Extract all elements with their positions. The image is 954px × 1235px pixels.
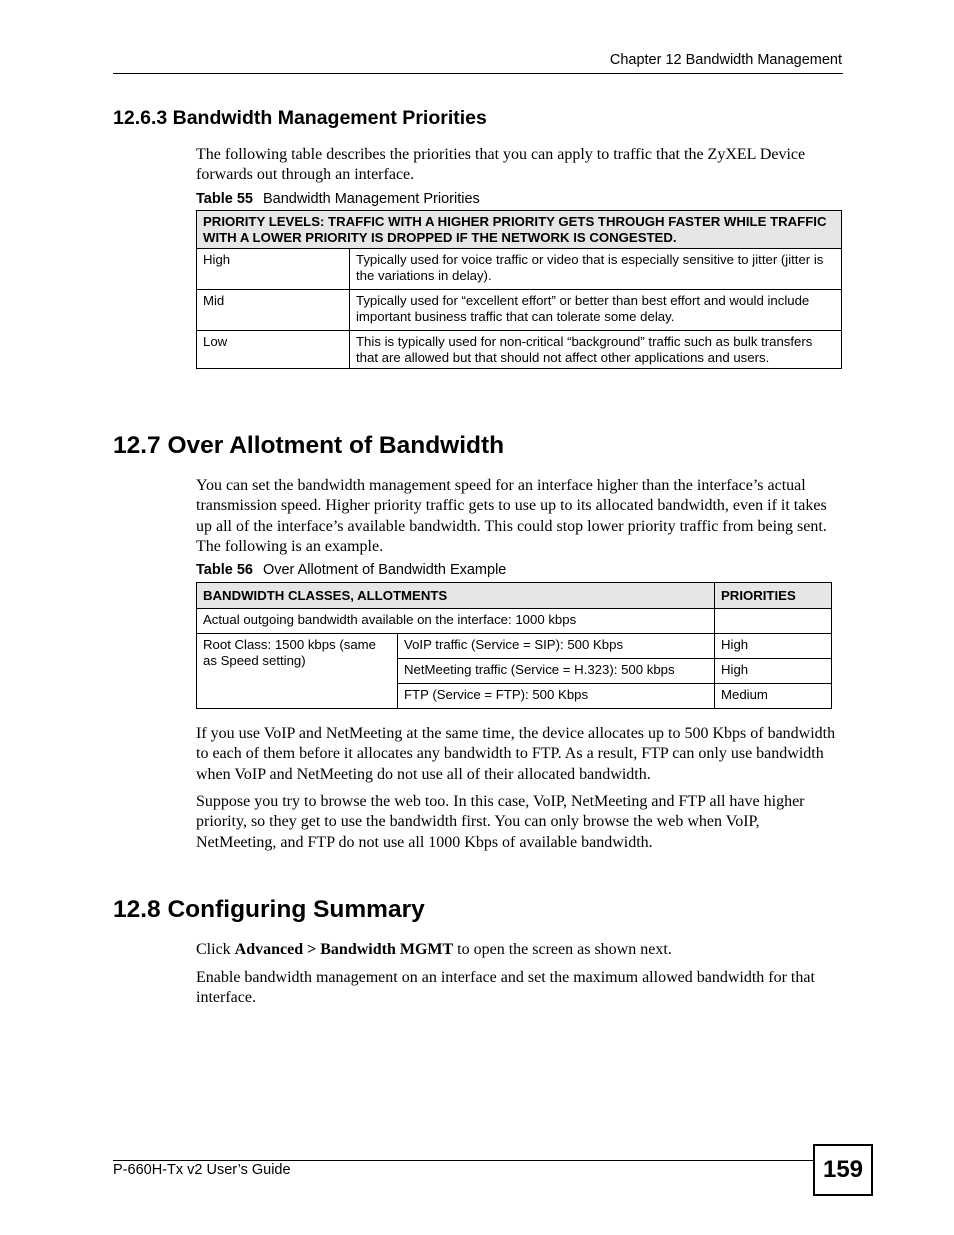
table-55-header: PRIORITY LEVELS: TRAFFIC WITH A HIGHER PRIORITY GETS THROUGH FASTER WHILE TRAFFIC WITH A LOWER PRIORITY IS DROPPED IF THE NETWORK IS CONGESTED. <box>197 211 842 249</box>
traffic-allotment-cell: NetMeeting traffic (Service = H.323): 500 kbps <box>398 659 715 684</box>
table-56-title: Over Allotment of Bandwidth Example <box>262 562 507 578</box>
column-header-priorities: PRIORITIES <box>715 583 832 609</box>
table-row <box>197 609 832 634</box>
table-56-caption <box>196 562 506 578</box>
footer-guide-title: P-660H-Tx v2 User’s Guide <box>113 1162 291 1178</box>
table-55-caption <box>196 191 480 207</box>
heading-12-6-3: 12.6.3 Bandwidth Management Priorities <box>113 107 487 129</box>
voip-netmeeting-paragraph: If you use VoIP and NetMeeting at the same time, the device allocates up to 500 Kbps of bandwidth to each of them before it allocates any bandwidth to FTP. As a result, FTP can only use bandwidth when VoIP and NetMeeting do not use all of their allocated bandwidth. <box>196 725 836 783</box>
click-prefix: Click <box>196 941 235 958</box>
footer-rule <box>113 1160 813 1161</box>
priority-level-cell: High <box>197 249 350 290</box>
table-row <box>197 331 842 369</box>
heading-12-7: 12.7 Over Allotment of Bandwidth <box>113 432 505 459</box>
menu-path: Advanced > Bandwidth MGMT <box>234 941 454 958</box>
priority-description-cell: Typically used for “excellent effort” or better than best effort and would include important business traffic that can tolerate some delay. <box>350 290 842 331</box>
web-browsing-paragraph: Suppose you try to browse the web too. In this case, VoIP, NetMeeting and FTP all have higher priority, so they get to use the bandwidth first. You can only browse the web when VoIP, NetMeeting, and FTP do not use all 1000 Kbps of available bandwidth. <box>196 793 805 851</box>
heading-12-8: 12.8 Configuring Summary <box>113 896 425 923</box>
intro-paragraph-12-7: You can set the bandwidth management speed for an interface higher than the interface’s actual transmission speed. Higher priority traffic gets to use up to its allocated bandwidth, even if it takes up all of the interface’s available bandwidth. This could stop lower priority traffic from being sent. The following is an example. <box>196 477 827 556</box>
empty-priority-cell <box>715 609 832 634</box>
header-rule <box>113 73 843 74</box>
priority-level-cell: Mid <box>197 290 350 331</box>
outgoing-bandwidth-cell: Actual outgoing bandwidth available on the interface: 1000 kbps <box>197 609 715 634</box>
priority-description-cell: Typically used for voice traffic or video that is especially sensitive to jitter (jitter is the variations in delay). <box>350 249 842 290</box>
traffic-allotment-cell: FTP (Service = FTP): 500 Kbps <box>398 684 715 709</box>
traffic-priority-cell: Medium <box>715 684 832 709</box>
priority-description-cell: This is typically used for non-critical “background” traffic such as bulk transfers that are allowed but that should not affect other applications and users. <box>350 331 842 369</box>
table-56 <box>196 582 832 709</box>
table-row <box>197 290 842 331</box>
running-header: Chapter 12 Bandwidth Management <box>609 52 842 68</box>
intro-paragraph-12-6-3: The following table describes the priorities that you can apply to traffic that the ZyXEL Device forwards out through an interface. <box>196 146 806 184</box>
traffic-priority-cell: High <box>715 659 832 684</box>
table-row <box>197 634 832 659</box>
priority-level-cell: Low <box>197 331 350 369</box>
traffic-priority-cell: High <box>715 634 832 659</box>
table-55-title: Bandwidth Management Priorities <box>262 191 480 207</box>
root-class-cell: Root Class: 1500 kbps (same as Speed setting) <box>197 634 398 709</box>
table-55 <box>196 210 842 369</box>
column-header-classes: BANDWIDTH CLASSES, ALLOTMENTS <box>197 583 715 609</box>
table-56-label: Table 56 <box>196 562 253 578</box>
traffic-allotment-cell: VoIP traffic (Service = SIP): 500 Kbps <box>398 634 715 659</box>
click-instruction-paragraph <box>196 940 841 960</box>
page-number: 159 <box>813 1144 873 1196</box>
table-row <box>197 249 842 290</box>
table-55-label: Table 55 <box>196 191 253 207</box>
click-suffix: to open the screen as shown next. <box>453 941 672 958</box>
enable-bandwidth-paragraph: Enable bandwidth management on an interface and set the maximum allowed bandwidth for that interface. <box>196 969 815 1007</box>
